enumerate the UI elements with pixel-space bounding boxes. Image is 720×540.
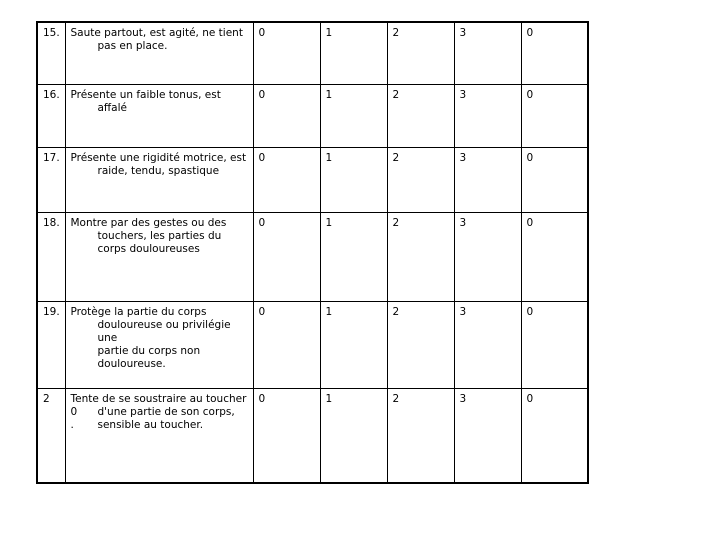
- score-cell: 0: [253, 301, 320, 388]
- score-cell: 0: [521, 212, 588, 301]
- item-description: Présente un faible tonus, est affalé: [65, 84, 253, 147]
- score-cell: 1: [320, 84, 387, 147]
- score-cell: 2: [387, 212, 454, 301]
- score-cell: 1: [320, 147, 387, 212]
- item-number: 17.: [37, 147, 65, 212]
- score-cell: 0: [521, 301, 588, 388]
- score-cell: 0: [253, 212, 320, 301]
- score-cell: 0: [253, 22, 320, 84]
- score-cell: 3: [454, 301, 521, 388]
- item-description: Présente une rigidité motrice, est raide, tendu, spastique: [65, 147, 253, 212]
- score-cell: 2: [387, 301, 454, 388]
- score-cell: 2: [387, 388, 454, 483]
- item-number: 19.: [37, 301, 65, 388]
- score-cell: 0: [521, 22, 588, 84]
- score-cell: 3: [454, 22, 521, 84]
- table-row: [37, 84, 588, 147]
- item-description: Saute partout, est agité, ne tient pas en place.: [65, 22, 253, 84]
- score-cell: 0: [521, 84, 588, 147]
- item-description: Montre par des gestes ou des touchers, les parties du corps douloureuses: [65, 212, 253, 301]
- score-cell: 3: [454, 388, 521, 483]
- score-cell: 2: [387, 22, 454, 84]
- score-cell: 2: [387, 84, 454, 147]
- score-cell: 3: [454, 84, 521, 147]
- score-cell: 0: [253, 147, 320, 212]
- table-row: [37, 212, 588, 301]
- table-row: [37, 388, 588, 483]
- item-number: 16.: [37, 84, 65, 147]
- score-cell: 3: [454, 147, 521, 212]
- score-cell: 1: [320, 22, 387, 84]
- mixed-line: . sensible au toucher.: [70, 418, 204, 431]
- item-number: 18.: [37, 212, 65, 301]
- table-row: [37, 301, 588, 388]
- item-number: 2: [37, 388, 65, 483]
- score-cell: 1: [320, 212, 387, 301]
- score-cell: 0: [521, 388, 588, 483]
- score-cell: 3: [454, 212, 521, 301]
- score-cell: 0: [253, 388, 320, 483]
- score-cell: 1: [320, 301, 387, 388]
- item-number: 15.: [37, 22, 65, 84]
- table-row: [37, 147, 588, 212]
- mixed-line: 0 d'une partie de son corps,: [70, 405, 235, 418]
- score-cell: 1: [320, 388, 387, 483]
- table-row: [37, 22, 588, 84]
- score-cell: 2: [387, 147, 454, 212]
- score-cell: 0: [253, 84, 320, 147]
- item-description: Protège la partie du corps douloureuse ou privilégie une partie du corps non douloureuse.: [65, 301, 253, 388]
- score-cell: 0: [521, 147, 588, 212]
- assessment-table: [36, 21, 589, 484]
- item-description: Tente de se soustraire au toucher 0 d'une partie de son corps, . sensible au toucher.: [65, 388, 253, 483]
